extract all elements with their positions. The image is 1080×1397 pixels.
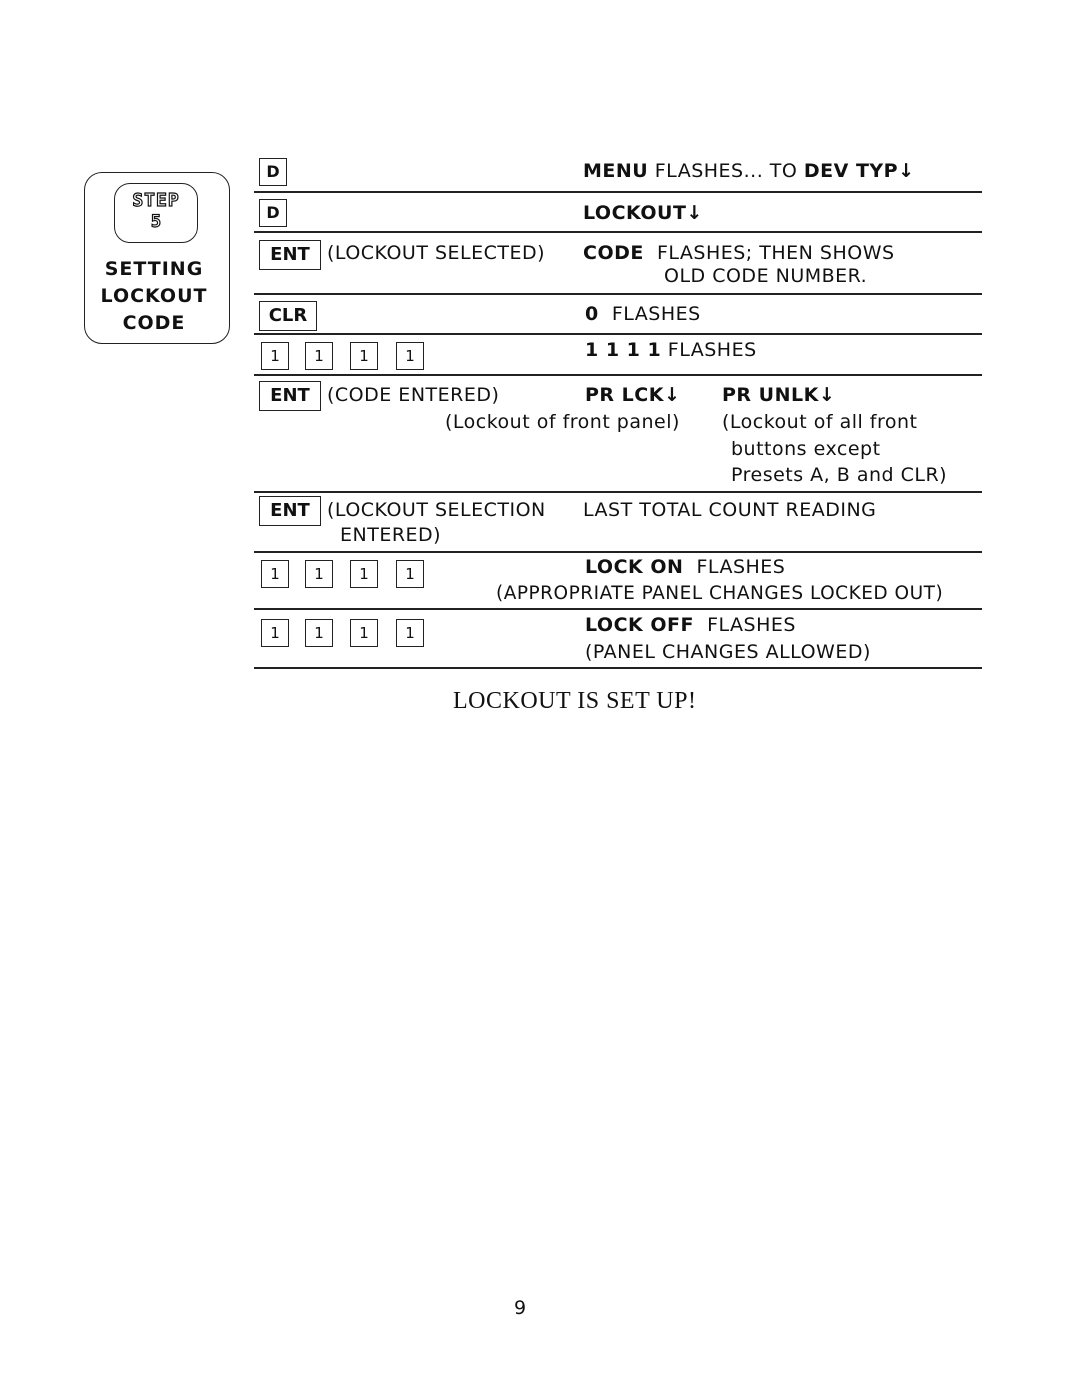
key-one: 1 (350, 560, 378, 588)
result-line-2: (APPROPRIATE PANEL CHANGES LOCKED OUT) (496, 583, 944, 604)
row-divider (254, 608, 982, 610)
result-text: FLASHES; THEN SHOWS (643, 242, 895, 264)
result-text: LAST TOTAL COUNT READING (583, 499, 877, 521)
result-bold: LOCKOUT↓ (583, 202, 703, 224)
result-bold: CODE (583, 242, 644, 264)
row-divider (254, 191, 982, 193)
result-text: FLASHES... TO (648, 160, 804, 182)
result-sub-right: (Lockout of all front (722, 411, 918, 433)
step-result (585, 303, 701, 325)
result-bold: PR LCK↓ (585, 384, 681, 406)
step-result (585, 614, 796, 636)
result-bold: MENU (583, 160, 649, 182)
step-result (583, 202, 703, 224)
row-divider (254, 333, 982, 335)
result-text: FLASHES (661, 339, 757, 361)
key-one: 1 (261, 342, 289, 370)
page-number: 9 (514, 1297, 527, 1319)
key-one: 1 (261, 560, 289, 588)
key-one: 1 (396, 619, 424, 647)
result-bold-2: PR UNLK↓ (722, 384, 836, 406)
key-one: 1 (305, 560, 333, 588)
result-bold: 0 (585, 303, 599, 325)
step-note: (CODE ENTERED) (327, 384, 500, 406)
key-ent: ENT (259, 496, 321, 526)
step-icon (114, 183, 198, 243)
result-text: FLASHES (598, 303, 701, 325)
result-sub-right: Presets A, B and CLR) (731, 464, 948, 486)
key-ent: ENT (259, 240, 321, 270)
row-divider (254, 667, 982, 669)
result-line-2: (PANEL CHANGES ALLOWED) (585, 641, 871, 663)
result-bold-2: DEV TYP↓ (803, 160, 915, 182)
key-one: 1 (261, 619, 289, 647)
key-one: 1 (396, 342, 424, 370)
key-d: D (259, 158, 287, 186)
row-divider (254, 293, 982, 295)
result-line-2: OLD CODE NUMBER. (664, 265, 868, 287)
completion-message: LOCKOUT IS SET UP! (453, 688, 697, 714)
step-title-line: LOCKOUT (100, 285, 208, 307)
key-d: D (259, 199, 287, 227)
step-title-line: SETTING (104, 258, 204, 280)
key-one: 1 (305, 619, 333, 647)
step-note-line-2: ENTERED) (340, 524, 442, 546)
step-title (94, 256, 214, 337)
result-bold: LOCK OFF (585, 614, 694, 636)
result-bold: LOCK ON (585, 556, 684, 578)
key-ent: ENT (259, 381, 321, 411)
result-text: FLASHES (693, 614, 796, 636)
row-divider (254, 491, 982, 493)
key-one: 1 (350, 342, 378, 370)
result-sub-left: (Lockout of front panel) (445, 411, 680, 433)
step-note: (LOCKOUT SELECTION (327, 499, 546, 521)
key-one: 1 (396, 560, 424, 588)
step-result (583, 160, 915, 182)
step-result (585, 556, 785, 578)
step-word: STEP (132, 190, 180, 211)
step-result (585, 339, 757, 361)
row-divider (254, 551, 982, 553)
row-divider (254, 374, 982, 376)
step-number: 5 (150, 212, 162, 232)
result-bold: 1 1 1 1 (585, 339, 662, 361)
key-one: 1 (350, 619, 378, 647)
row-divider (254, 231, 982, 233)
result-sub-right: buttons except (731, 438, 881, 460)
result-text: FLASHES (683, 556, 786, 578)
step-note: (LOCKOUT SELECTED) (327, 242, 546, 264)
step-title-line: CODE (122, 312, 186, 334)
key-clr: CLR (259, 301, 317, 331)
step-result (583, 242, 895, 264)
key-one: 1 (305, 342, 333, 370)
